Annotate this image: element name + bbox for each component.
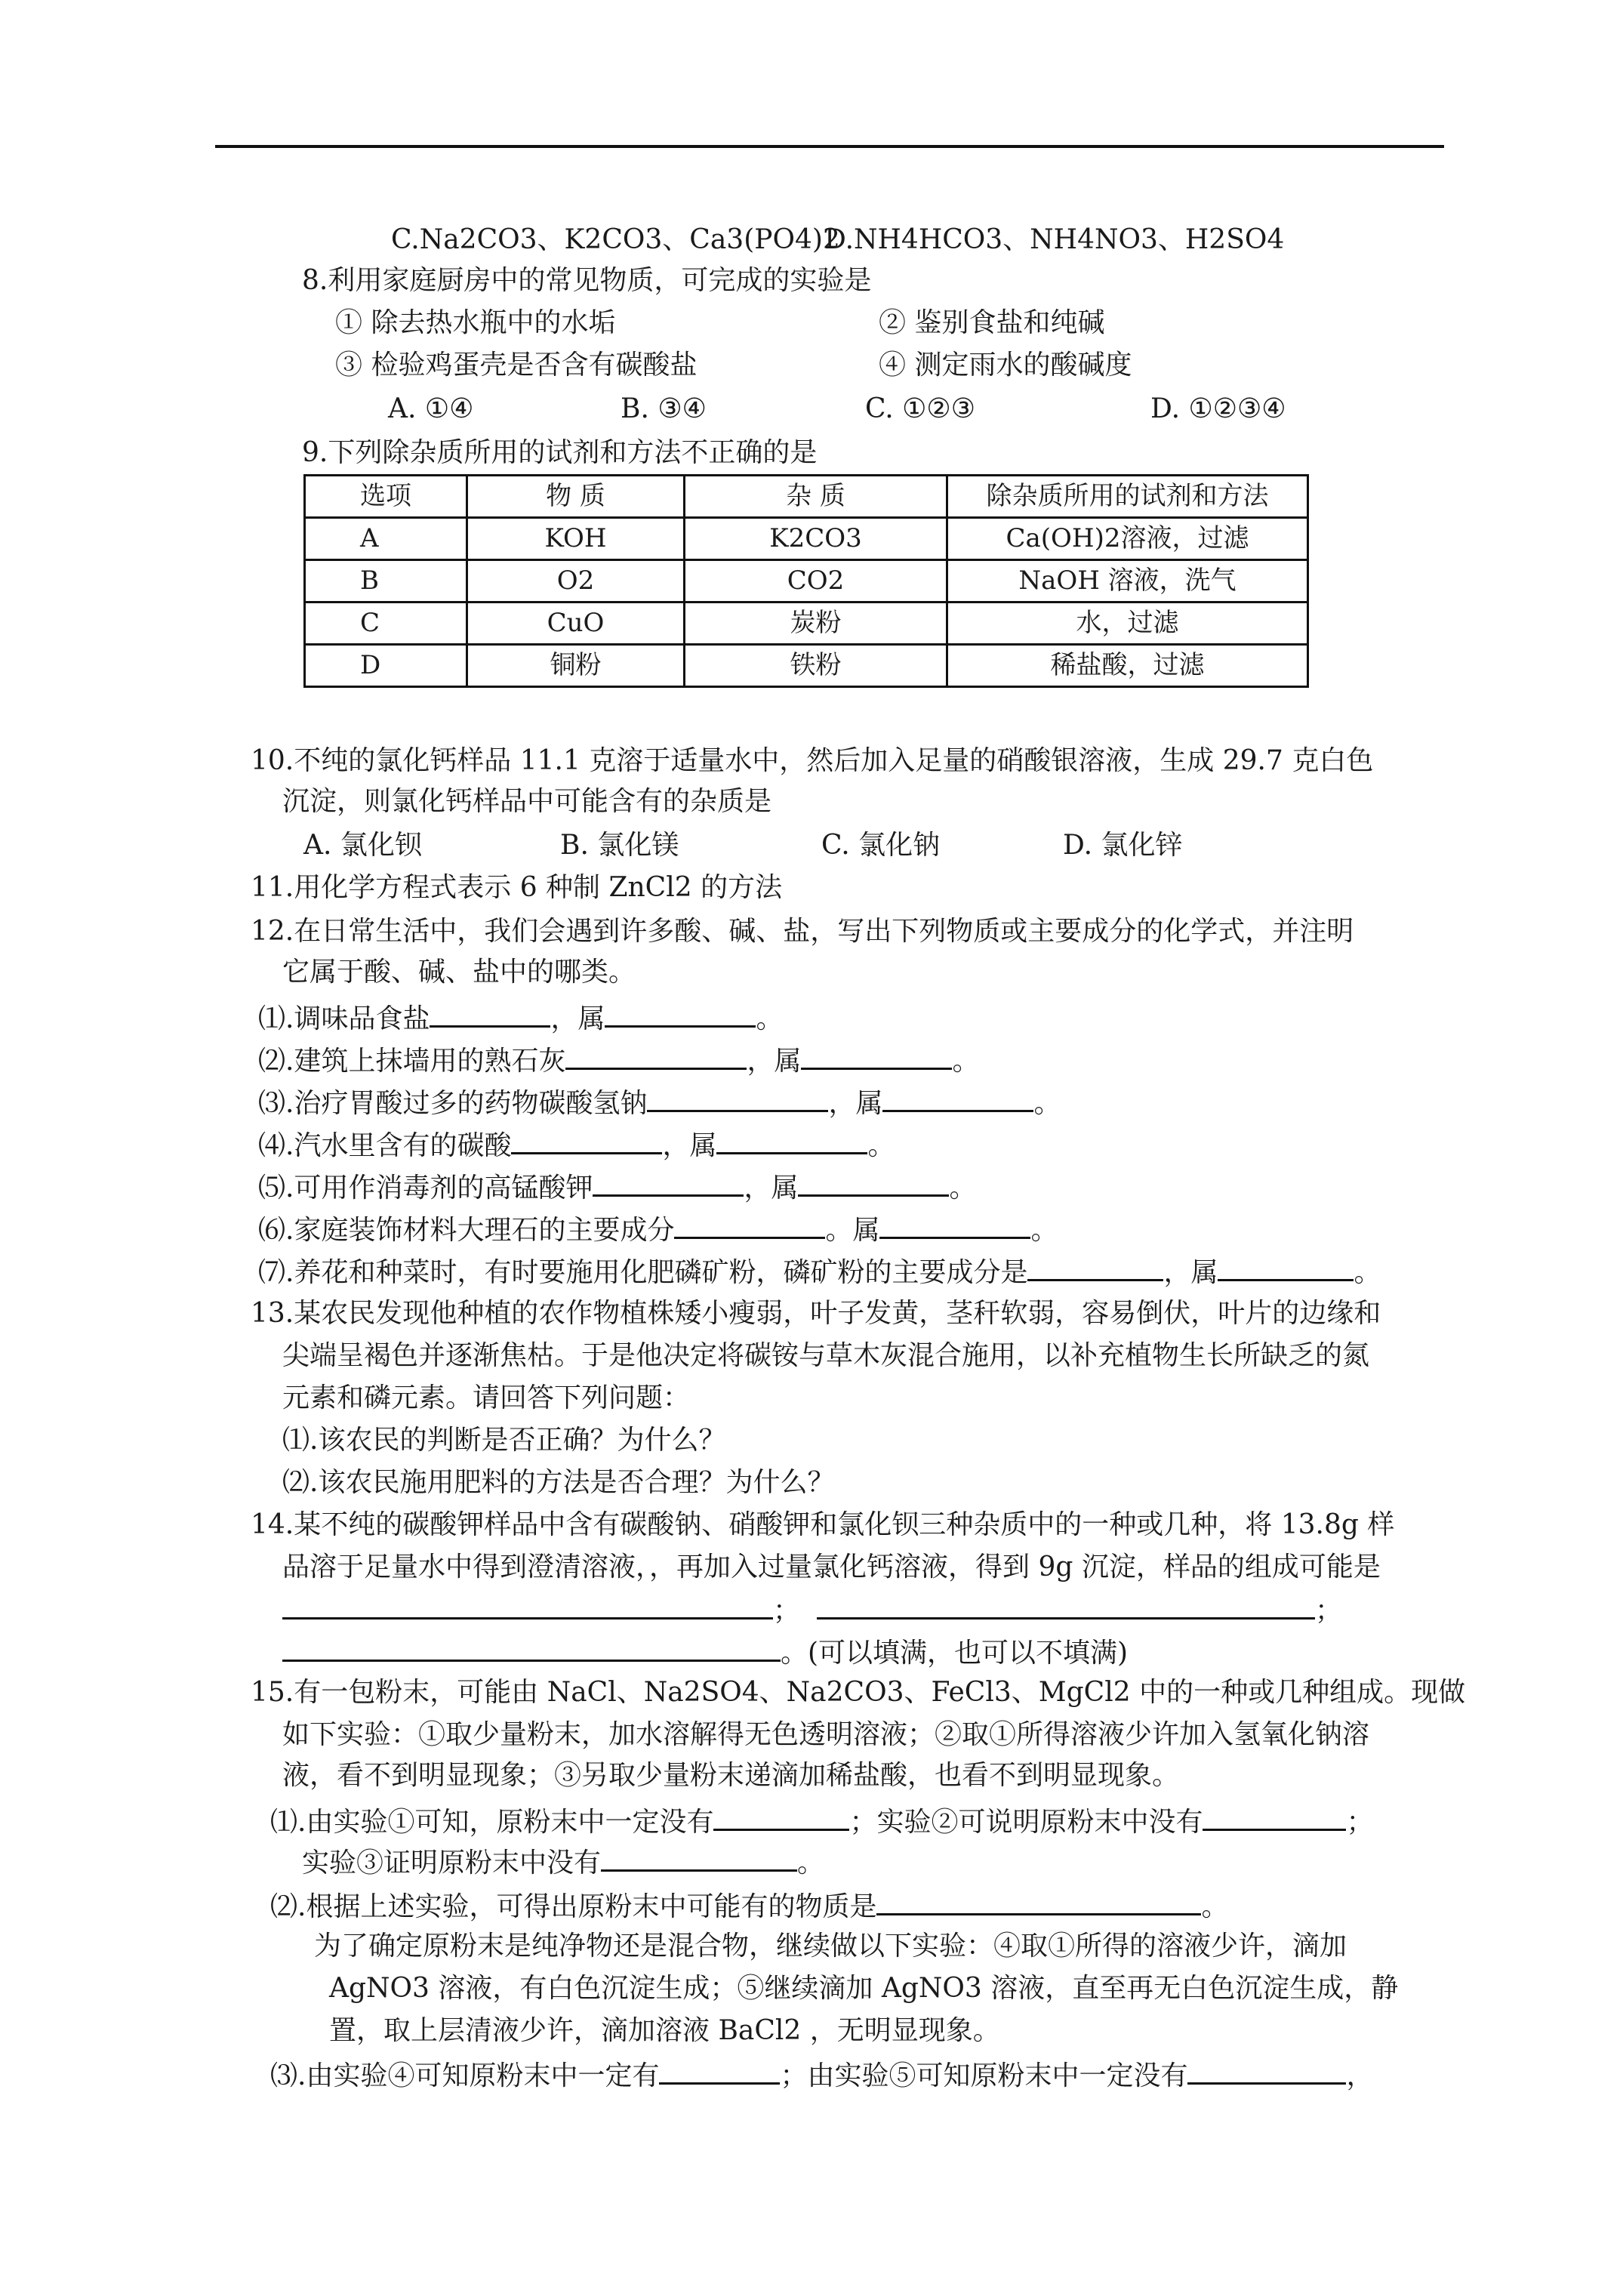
answer-blank[interactable] [716, 1126, 867, 1154]
q8-option-d: D. ①②③④ [1150, 393, 1286, 424]
answer-blank[interactable] [282, 1634, 781, 1662]
q8-item-3: ③ 检验鸡蛋壳是否含有碳酸盐 [335, 350, 698, 381]
table-cell: B [305, 560, 467, 603]
sep-text: ，属 [828, 1088, 883, 1119]
end-text: 。 [1030, 1215, 1058, 1246]
answer-blank[interactable] [876, 1888, 1201, 1915]
q8-option-b: B. ③④ [621, 393, 707, 424]
q12-item-6 [258, 1211, 1058, 1247]
table-cell: 铁粉 [685, 645, 947, 687]
period: 。 [797, 1848, 825, 1878]
semicolon: ； [1346, 1807, 1374, 1838]
answer-blank[interactable] [798, 1169, 949, 1197]
table-cell: C [305, 603, 467, 645]
q8-option-a: A. ①④ [388, 393, 474, 424]
q15-part-3 [270, 2057, 1373, 2093]
q14-line-1: 14.某不纯的碳酸钾样品中含有碳酸钠、硝酸钾和氯化钡三种杂质中的一种或几种，将 13.8g 样 [251, 1509, 1395, 1540]
answer-blank[interactable] [601, 1844, 797, 1872]
q15-part-2 [270, 1888, 1228, 1924]
q15-line-1: 15.有一包粉末，可能由 NaCl、Na2SO4、Na2CO3、FeCl3、MgCl2 中的一种或几种组成。现做 [251, 1677, 1466, 1708]
table-cell: D [305, 645, 467, 687]
table-cell: CuO [467, 603, 685, 645]
table-cell: 炭粉 [685, 603, 947, 645]
q8-option-c: C. ①②③ [865, 393, 975, 424]
q15-line-3: 液，看不到明显现象；③另取少量粉末递滴加稀盐酸，也看不到明显现象。 [282, 1760, 1180, 1791]
semicolon: ； [773, 1595, 801, 1626]
end-text: 。 [1354, 1257, 1381, 1288]
q9-stem: 9.下列除杂质所用的试剂和方法不正确的是 [302, 437, 818, 468]
table-header-row [305, 476, 1308, 518]
q15-part-1 [270, 1803, 1373, 1839]
q12-item-5 [258, 1169, 976, 1205]
answer-blank[interactable] [605, 1000, 756, 1028]
q14-answer-line-1 [282, 1592, 1342, 1628]
answer-blank[interactable] [879, 1211, 1030, 1239]
part-text: ⑶.由实验④可知原粉末中一定有 [270, 2060, 660, 2091]
part-text: 实验③证明原粉末中没有 [302, 1848, 602, 1878]
part-text: ；实验②可说明原粉末中没有 [849, 1807, 1203, 1838]
item-text: ⑺.养花和种菜时，有时要施用化肥磷矿粉，磷矿粉的主要成分是 [258, 1257, 1028, 1288]
answer-blank[interactable] [713, 1803, 849, 1831]
item-text: ⑶.治疗胃酸过多的药物碳酸氢钠 [258, 1088, 648, 1119]
answer-blank[interactable] [511, 1126, 662, 1154]
comma: ， [1346, 2060, 1374, 2091]
end-text: 。 [756, 1003, 784, 1034]
q8-item-1: ① 除去热水瓶中的水垢 [335, 307, 616, 338]
table-cell: NaOH 溶液，洗气 [947, 560, 1308, 603]
answer-blank[interactable] [882, 1084, 1033, 1112]
q14-answer-line-2 [282, 1634, 1128, 1670]
q13-line-3: 元素和磷元素。请回答下列问题： [282, 1382, 691, 1413]
q12-item-4 [258, 1126, 895, 1163]
table-row [305, 645, 1308, 687]
table-cell: Ca(OH)2溶液，过滤 [947, 518, 1308, 560]
table-header-cell: 物 质 [467, 476, 685, 518]
answer-blank[interactable] [1187, 2057, 1346, 2085]
q10-option-b: B. 氯化镁 [560, 830, 679, 861]
q10-line-1: 10.不纯的氯化钙样品 11.1 克溶于适量水中，然后加入足量的硝酸银溶液，生成 29.7 克白色 [251, 745, 1374, 776]
q12-item-7 [258, 1253, 1381, 1290]
answer-blank[interactable] [282, 1592, 773, 1620]
answer-blank[interactable] [674, 1211, 825, 1239]
q7-option-d: D.NH4HCO3、NH4NO3、H2SO4 [824, 224, 1285, 255]
answer-blank[interactable] [565, 1042, 747, 1070]
q7-option-c: C.Na2CO3、K2CO3、Ca3(PO4)2 [391, 224, 840, 255]
answer-blank[interactable] [801, 1042, 952, 1070]
end-text: 。 [1033, 1088, 1061, 1119]
item-text: ⑵.建筑上抹墙用的熟石灰 [258, 1046, 566, 1077]
q12-item-3 [258, 1084, 1061, 1120]
table-cell: A [305, 518, 467, 560]
part-text: ⑵.根据上述实验，可得出原粉末中可能有的物质是 [270, 1891, 877, 1922]
sep-text: 。属 [825, 1215, 880, 1246]
answer-blank[interactable] [430, 1000, 550, 1028]
q11-stem: 11.用化学方程式表示 6 种制 ZnCl2 的方法 [251, 872, 783, 903]
table-header-cell: 杂 质 [685, 476, 947, 518]
table-cell: 水，过滤 [947, 603, 1308, 645]
item-text: ⑸.可用作消毒剂的高锰酸钾 [258, 1173, 593, 1203]
end-text: 。 [952, 1046, 980, 1077]
answer-blank[interactable] [593, 1169, 744, 1197]
q10-line-2: 沉淀，则氯化钙样品中可能含有的杂质是 [282, 786, 772, 817]
table-cell: KOH [467, 518, 685, 560]
answer-blank[interactable] [1218, 1253, 1354, 1281]
table-cell: K2CO3 [685, 518, 947, 560]
table-row [305, 560, 1308, 603]
q13-sub-1: ⑴.该农民的判断是否正确？为什么？ [282, 1425, 726, 1456]
q14-line-2: 品溶于足量水中得到澄清溶液，，再加入过量氯化钙溶液，得到 9g 沉淀，样品的组成可能是 [282, 1552, 1381, 1583]
end-text: 。 [867, 1130, 895, 1161]
q12-item-2 [258, 1042, 979, 1078]
table-row [305, 603, 1308, 645]
part-text: ⑴.由实验①可知，原粉末中一定没有 [270, 1807, 714, 1838]
table-cell: 稀盐酸，过滤 [947, 645, 1308, 687]
q9-table [303, 474, 1309, 688]
q13-line-2: 尖端呈褐色并逐渐焦枯。于是他决定将碳铵与草木灰混合施用，以补充植物生长所缺乏的氮 [282, 1340, 1370, 1371]
q13-line-1: 13.某农民发现他种植的农作物植株矮小瘦弱，叶子发黄，茎秆软弱，容易倒伏，叶片的边缘和 [251, 1298, 1381, 1329]
q15-part-1-cont [302, 1844, 824, 1880]
q12-line-2: 它属于酸、碱、盐中的哪类。 [282, 957, 636, 988]
table-cell: 铜粉 [467, 645, 685, 687]
item-text: ⑷.汽水里含有的碳酸 [258, 1130, 512, 1161]
answer-blank[interactable] [659, 2057, 780, 2085]
q15-p2-line-3: 置，取上层清液少许，滴加溶液 BaCl2 ，无明显现象。 [329, 2015, 1000, 2046]
header-rule [215, 145, 1444, 148]
q15-line-2: 如下实验：①取少量粉末，加水溶解得无色透明溶液；②取①所得溶液少许加入氢氧化钠溶 [282, 1719, 1370, 1750]
table-cell: O2 [467, 560, 685, 603]
sep-text: ，属 [550, 1003, 605, 1034]
answer-blank[interactable] [1203, 1803, 1346, 1831]
sep-text: ，属 [1163, 1257, 1218, 1288]
sep-text: ，属 [747, 1046, 802, 1077]
table-cell: CO2 [685, 560, 947, 603]
answer-blank[interactable] [1027, 1253, 1163, 1281]
q10-option-d: D. 氯化锌 [1063, 830, 1183, 861]
q14-tail: 。(可以填满，也可以不填满) [781, 1638, 1129, 1669]
q13-sub-2: ⑵.该农民施用肥料的方法是否合理？为什么？ [282, 1467, 835, 1498]
q10-option-c: C. 氯化钠 [821, 830, 941, 861]
q8-item-4: ④ 测定雨水的酸碱度 [879, 350, 1132, 381]
table-header-cell: 选项 [305, 476, 467, 518]
end-text: 。 [949, 1173, 977, 1203]
sep-text: ，属 [662, 1130, 717, 1161]
q10-option-a: A. 氯化钡 [303, 830, 422, 861]
answer-blank[interactable] [817, 1592, 1315, 1620]
q8-stem: 8.利用家庭厨房中的常见物质，可完成的实验是 [302, 265, 872, 296]
table-header-cell: 除杂质所用的试剂和方法 [947, 476, 1308, 518]
sep-text: ，属 [744, 1173, 799, 1203]
semicolon: ； [1315, 1595, 1343, 1626]
q12-line-1: 12.在日常生活中，我们会遇到许多酸、碱、盐，写出下列物质或主要成分的化学式，并注明 [251, 916, 1354, 947]
q8-item-2: ② 鉴别食盐和纯碱 [879, 307, 1105, 338]
part-text: ；由实验⑤可知原粉末中一定没有 [780, 2060, 1188, 2091]
q12-item-1 [258, 1000, 783, 1036]
q15-p2-line-2: AgNO3 溶液，有白色沉淀生成；⑤继续滴加 AgNO3 溶液，直至再无白色沉淀生成，静 [329, 1973, 1399, 2004]
item-text: ⑹.家庭装饰材料大理石的主要成分 [258, 1215, 675, 1246]
item-text: ⑴.调味品食盐 [258, 1003, 430, 1034]
q15-p2-line-1: 为了确定原粉末是纯净物还是混合物，继续做以下实验：④取①所得的溶液少许，滴加 [314, 1931, 1347, 1962]
answer-blank[interactable] [647, 1084, 828, 1112]
table-row [305, 518, 1308, 560]
period: 。 [1201, 1891, 1229, 1922]
